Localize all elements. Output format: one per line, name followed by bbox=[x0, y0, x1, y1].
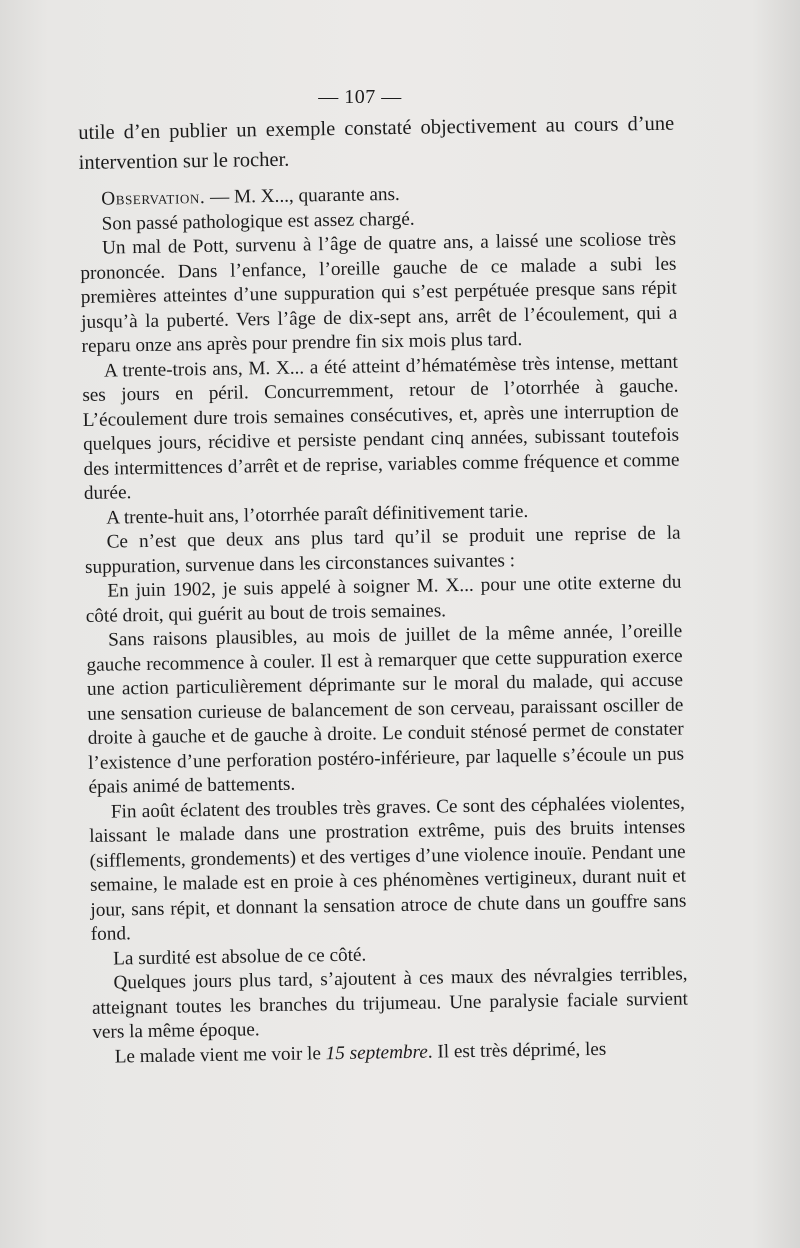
paragraph: La surdité est absolue de ce côté. bbox=[113, 944, 367, 970]
paragraph: Son passé pathologique est assez chargé. bbox=[101, 208, 415, 235]
paragraph-continuation: utile d’en publier un exemple constaté objectivement au cours d’une intervention sur le rocher. bbox=[78, 112, 675, 174]
text-run: Le malade vient me voir le bbox=[114, 1042, 326, 1068]
paragraph: Ce n’est que deux ans plus tard qu’il se produit une reprise de la suppuration, survenue dans les circonstances suivantes : bbox=[84, 522, 681, 578]
paragraph: A trente-trois ans, M. X... a été atteint d’hématémèse très intense, mettant ses jours en péril. Concurremment, retour de l’otorrhée à gauche. L’écoulement dure trois semaines consécutives, et, après une interruption de quelques jours, récidive et persiste pendant cinq années, subissant toutefois des intermittences d’arrêt et de reprise, variables comme fréquence et comme durée. bbox=[82, 351, 680, 504]
paragraph: Sans raisons plausibles, au mois de juillet de la même année, l’oreille gauche recommence à couler. Il est à remarquer que cette suppuration exerce une action particulièrement déprimante sur le moral du malade, qui accuse une sensation curieuse de balancement de son cerveau, paraissant osciller de droite à gauche et de gauche à droite. Le conduit sténosé permet de constater l’existence d’une perforation postéro-inférieure, par laquelle s’écoule un pus épais animé de battements. bbox=[86, 620, 685, 798]
paragraph: Quelques jours plus tard, s’ajoutent à ces maux des névralgies terribles, atteignant toutes les branches du trijumeau. Une paralysie faciale survient vers la même époque. bbox=[91, 963, 689, 1043]
paragraph: A trente-huit ans, l’otorrhée paraît définitivement tarie. bbox=[106, 500, 529, 529]
paragraph: En juin 1902, je suis appelé à soigner M. X... pour une otite externe du côté droit, qui guérit au bout de trois semaines. bbox=[85, 571, 682, 627]
observation-label: Observation. bbox=[101, 187, 206, 210]
date-italic: 15 septembre bbox=[325, 1041, 428, 1064]
paragraph: Fin août éclatent des troubles très graves. Ce sont des céphalées violentes, laissant le malade dans une prostration extrême, puis des bruits intenses (sifflements, grondements) et des vertiges d’une violence inouïe. Pendant une semaine, le malade est en proie à ces phénomènes vertigineux, durant nuit et jour, sans répit, et donnant la sensation atroce de chute dans un gouffre sans fond. bbox=[89, 792, 687, 945]
body-text bbox=[78, 109, 689, 1070]
page-number: — 107 — bbox=[318, 86, 402, 108]
observation-subject: — M. X..., quarante ans. bbox=[205, 183, 400, 209]
paragraph: Un mal de Pott, survenu à l’âge de quatre ans, a laissé une scoliose très prononcée. Dans l’enfance, l’oreille gauche de ce malade a subi les premières atteintes d’une suppuration qui s’est perpétuée presque sans répit jusqu’à la puberté. Vers l’âge de dix-sept ans, arrêt de l’écoulement, qui a reparu onze ans après pour prendre fin six mois plus tard. bbox=[80, 228, 678, 357]
text-run: . Il est très déprimé, les bbox=[427, 1038, 607, 1063]
